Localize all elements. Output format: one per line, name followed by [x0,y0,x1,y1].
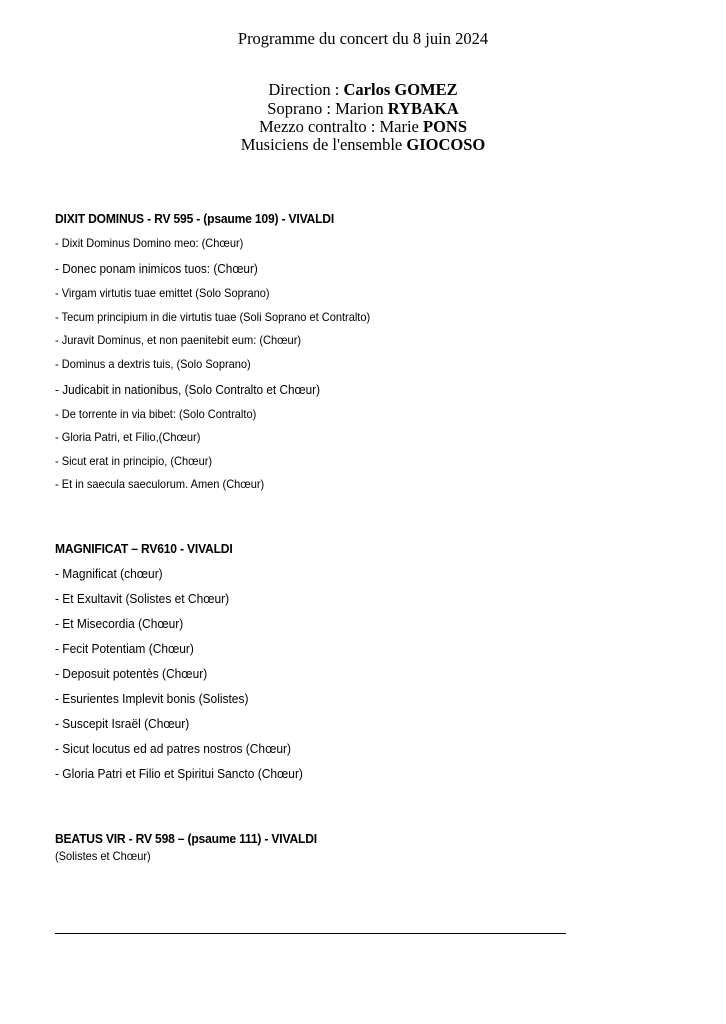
list-item: - Dominus a dextris tuis, (Solo Soprano) [55,357,251,371]
credit-name: RYBAKA [387,99,459,118]
credit-name: GIOCOSO [406,135,486,154]
credit-role: Direction : [268,80,344,99]
list-item: - Sicut locutus ed ad patres nostros (Chœur) [55,741,291,756]
list-item: - Dixit Dominus Domino meo: (Chœur) [55,236,244,250]
list-item: - Magnificat (chœur) [55,566,163,581]
credit-direction [0,80,726,99]
page-title: Programme du concert du 8 juin 2024 [237,29,489,48]
list-item: - Et Misecordia (Chœur) [55,616,184,631]
credit-role: Soprano : Marion [267,99,388,118]
list-item: - Et in saecula saeculorum. Amen (Chœur) [55,477,265,491]
list-item: - Gloria Patri, et Filio,(Chœur) [55,430,201,444]
list-item: (Solistes et Chœur) [55,849,151,863]
list-item: - Donec ponam inimicos tuos: (Chœur) [55,261,258,276]
credit-name: PONS [423,117,468,136]
section-title-beatus-vir: BEATUS VIR - RV 598 – (psaume 111) - VIVALDI [55,831,317,846]
list-item: - Virgam virtutis tuae emittet (Solo Soprano) [55,286,270,300]
list-item: - Et Exultavit (Solistes et Chœur) [55,591,230,606]
list-item: - Gloria Patri et Filio et Spiritui Sancto (Chœur) [55,766,303,781]
credit-ensemble [0,135,726,154]
section-title-magnificat: MAGNIFICAT – RV610 - VIVALDI [55,541,233,556]
list-item: - Suscepit Israël (Chœur) [55,716,190,731]
credit-mezzo [0,117,726,136]
list-item: - Tecum principium in die virtutis tuae (Soli Soprano et Contralto) [55,310,371,324]
credit-role: Musiciens de l'ensemble [240,135,407,154]
list-item: - Juravit Dominus, et non paenitebit eum: (Chœur) [55,333,302,347]
list-item: - Sicut erat in principio, (Chœur) [55,454,213,468]
list-item: - Fecit Potentiam (Chœur) [55,641,194,656]
divider [55,933,566,934]
list-item: - Deposuit potentès (Chœur) [55,666,208,681]
list-item: - Judicabit in nationibus, (Solo Contralto et Chœur) [55,382,321,397]
credit-soprano [0,99,726,118]
list-item: - Esurientes Implevit bonis (Solistes) [55,691,249,706]
credit-name: Carlos GOMEZ [343,80,458,99]
section-title-dixit-dominus: DIXIT DOMINUS - RV 595 - (psaume 109) - VIVALDI [55,211,335,226]
list-item: - De torrente in via bibet: (Solo Contralto) [55,407,257,421]
credit-role: Mezzo contralto : Marie [258,117,423,136]
